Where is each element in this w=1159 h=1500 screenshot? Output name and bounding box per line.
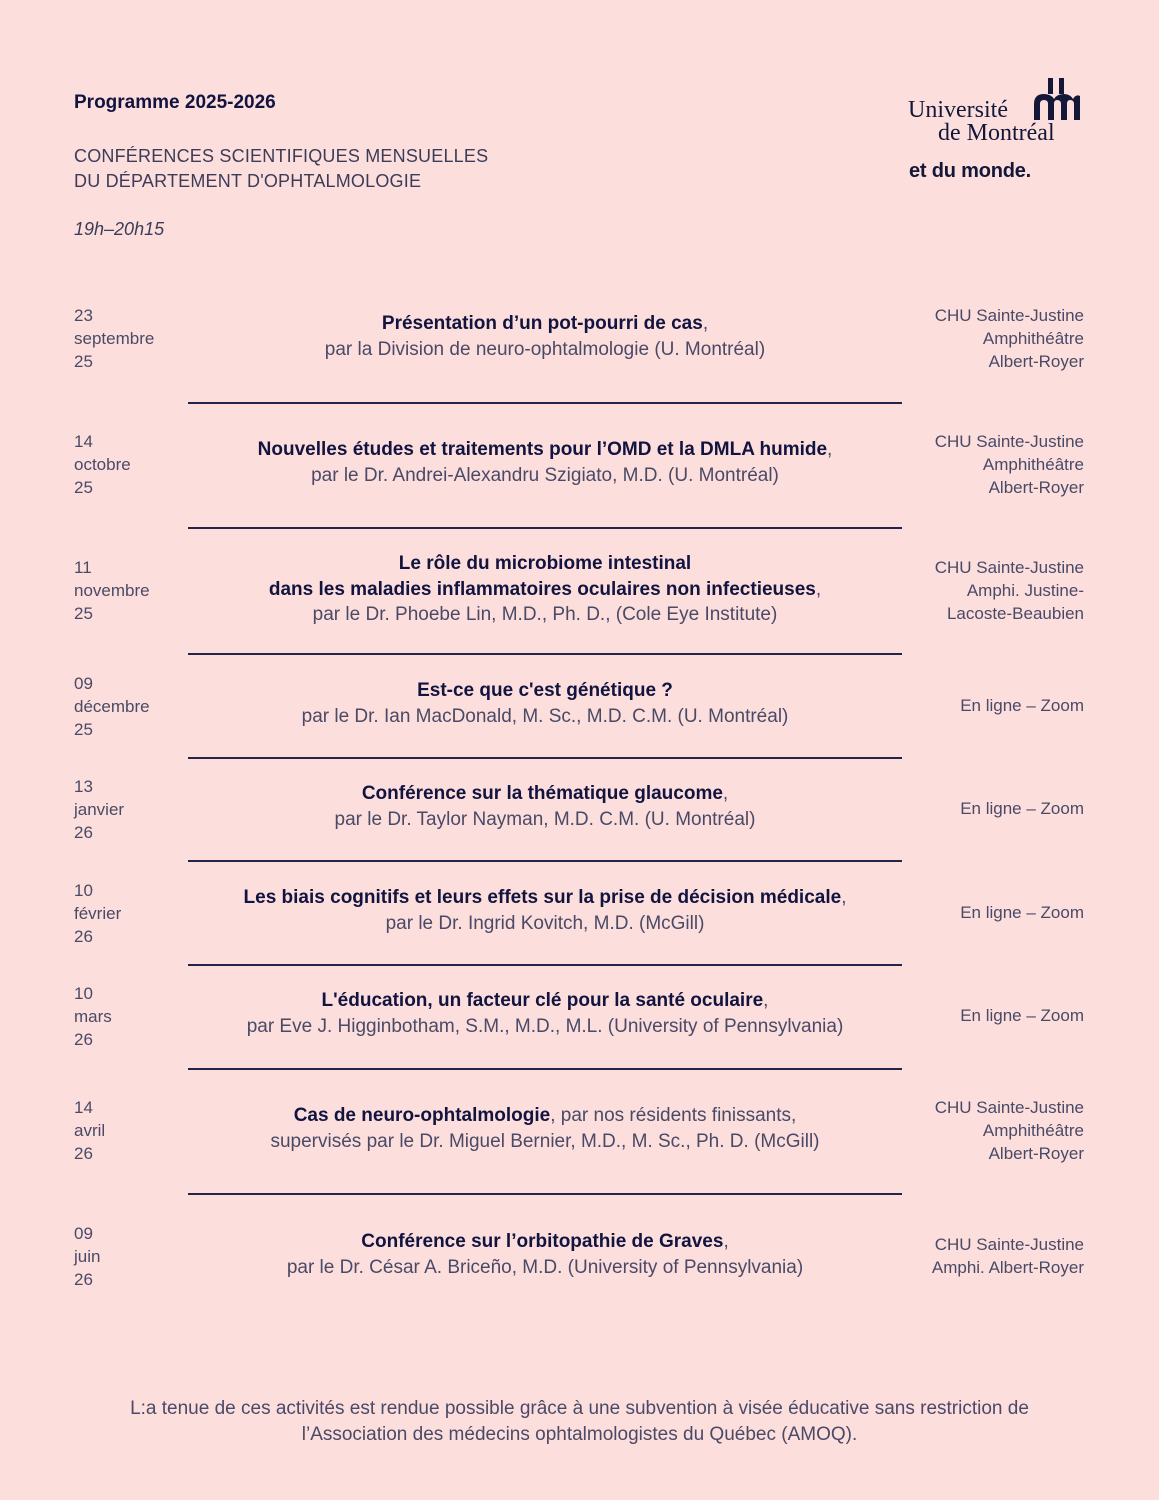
location-line: Amphithéâtre	[982, 329, 1084, 348]
divider	[188, 860, 902, 862]
event-location	[864, 1233, 1084, 1279]
event-speaker: par le Dr. Phoebe Lin, M.D., Ph. D., (Cole Eye Institute)	[312, 604, 778, 625]
event-date	[74, 775, 124, 844]
divider	[188, 757, 902, 759]
event-month: novembre	[74, 581, 150, 600]
event-month: septembre	[74, 329, 155, 348]
event-date	[74, 430, 131, 499]
sponsor-line-2: l’Association des médecins ophtalmologistes du Québec (AMOQ).	[301, 1424, 858, 1445]
location-line: Amphi. Justine-	[966, 581, 1084, 600]
event-title-suffix: ,	[723, 1231, 729, 1252]
location-line: En ligne – Zoom	[960, 903, 1084, 922]
event-title: Présentation d’un pot-pourri de cas	[381, 313, 703, 334]
location-line: Amphithéâtre	[982, 1121, 1084, 1140]
event-date	[74, 982, 112, 1051]
event-day: 11	[74, 558, 92, 577]
event-month: octobre	[74, 455, 131, 474]
event-month: juin	[74, 1247, 101, 1266]
event-month: décembre	[74, 697, 150, 716]
sponsor-line-1: L:a tenue de ces activités est rendue possible grâce à une subvention à visée éducative sans restriction de	[130, 1398, 1029, 1419]
event-day: 23	[74, 306, 93, 325]
event-month: janvier	[74, 800, 125, 819]
event-date	[74, 1222, 100, 1291]
logo-line-1: Université	[908, 97, 1008, 123]
event-title-suffix: ,	[702, 313, 709, 334]
event-year: 25	[74, 478, 93, 497]
event-day: 13	[74, 777, 93, 796]
event-description	[188, 1103, 902, 1154]
location-line: CHU Sainte-Justine	[934, 306, 1084, 325]
event-day: 09	[74, 674, 93, 693]
program-subtitle	[74, 144, 674, 194]
location-line: Albert-Royer	[988, 352, 1084, 371]
event-location	[864, 304, 1084, 373]
location-line: CHU Sainte-Justine	[934, 1235, 1084, 1254]
event-year: 25	[74, 720, 93, 739]
event-date	[74, 879, 121, 948]
event-location	[864, 694, 1084, 717]
event-date	[74, 556, 150, 625]
event-year: 26	[74, 1030, 93, 1049]
udem-mark-icon	[1034, 78, 1080, 120]
program-header	[74, 92, 674, 240]
subtitle-line-1: CONFÉRENCES SCIENTIFIQUES MENSUELLES	[74, 146, 489, 166]
event-title: L'éducation, un facteur clé pour la santé oculaire	[321, 990, 764, 1011]
event-title-suffix: ,	[722, 783, 729, 804]
divider	[188, 653, 902, 655]
location-line: En ligne – Zoom	[960, 799, 1084, 818]
sponsor-note	[60, 1396, 1099, 1448]
event-day: 14	[74, 432, 93, 451]
event-title: Conférence sur l’orbitopathie de Graves	[361, 1231, 724, 1252]
logo-tagline: et du monde.	[909, 160, 1032, 182]
event-location	[864, 901, 1084, 924]
location-line: En ligne – Zoom	[960, 696, 1084, 715]
subtitle-line-2: DU DÉPARTEMENT D'OPHTALMOLOGIE	[74, 171, 422, 191]
event-speaker: par le Dr. Ingrid Kovitch, M.D. (McGill)	[385, 912, 705, 934]
event-day: 10	[74, 984, 93, 1003]
session-time: 19h–20h15	[74, 219, 165, 239]
event-title-suffix: , par nos résidents finissants,	[550, 1105, 797, 1126]
event-title: Est-ce que c'est génétique ?	[417, 680, 673, 701]
event-title: Nouvelles études et traitements pour l’OMD et la DMLA humide	[257, 439, 828, 460]
event-title: Le rôle du microbiome intestinal	[398, 553, 692, 574]
event-month: février	[74, 904, 122, 923]
program-title: Programme 2025-2026	[74, 92, 276, 113]
event-description	[188, 437, 902, 488]
divider	[188, 964, 902, 966]
event-year: 26	[74, 1144, 93, 1163]
event-date	[74, 1096, 105, 1165]
location-line: En ligne – Zoom	[960, 1006, 1084, 1025]
event-speaker: par le Dr. César A. Briceño, M.D. (University of Pennsylvania)	[286, 1256, 804, 1278]
event-date	[74, 672, 150, 741]
logo-line-2: de Montréal	[938, 120, 1055, 146]
event-speaker: par le Dr. Taylor Nayman, M.D. C.M. (U. Montréal)	[334, 808, 756, 830]
udem-logo	[908, 76, 1088, 186]
divider	[188, 527, 902, 529]
event-day: 10	[74, 881, 93, 900]
event-description	[188, 551, 902, 628]
location-line: Albert-Royer	[988, 1144, 1084, 1163]
location-line: Amphi. Albert-Royer	[931, 1258, 1084, 1277]
event-speaker: par le Dr. Andrei-Alexandru Szigiato, M.D. (U. Montréal)	[311, 464, 779, 486]
event-description	[188, 988, 902, 1039]
location-line: Lacoste-Beaubien	[946, 604, 1084, 623]
event-location	[864, 430, 1084, 499]
event-month: mars	[74, 1007, 112, 1026]
event-speaker: par Eve J. Higginbotham, S.M., M.D., M.L. (University of Pennsylvania)	[246, 1015, 844, 1037]
event-title-suffix: ,	[815, 578, 822, 600]
event-title-suffix: ,	[841, 887, 847, 908]
event-year: 25	[74, 604, 93, 623]
event-title-suffix: ,	[827, 439, 833, 460]
event-location	[864, 1004, 1084, 1027]
event-year: 26	[74, 823, 93, 842]
event-title-line-2: dans les maladies inflammatoires oculaires non infectieuses	[268, 578, 816, 600]
event-year: 26	[74, 927, 93, 946]
event-description	[188, 781, 902, 832]
divider	[188, 1193, 902, 1195]
event-day: 14	[74, 1098, 93, 1117]
location-line: CHU Sainte-Justine	[934, 432, 1084, 451]
event-title-suffix: ,	[763, 990, 769, 1011]
event-location	[864, 797, 1084, 820]
event-speaker: supervisés par le Dr. Miguel Bernier, M.D., M. Sc., Ph. D. (McGill)	[270, 1130, 820, 1152]
event-speaker: par le Dr. Ian MacDonald, M. Sc., M.D. C.M. (U. Montréal)	[301, 705, 789, 727]
divider	[188, 402, 902, 404]
location-line: CHU Sainte-Justine	[934, 1098, 1084, 1117]
event-year: 26	[74, 1270, 93, 1289]
event-location	[864, 1096, 1084, 1165]
event-title: Cas de neuro-ophtalmologie	[293, 1105, 551, 1126]
event-title: Les biais cognitifs et leurs effets sur la prise de décision médicale	[243, 887, 842, 908]
location-line: CHU Sainte-Justine	[934, 558, 1084, 577]
event-date	[74, 304, 154, 373]
event-year: 25	[74, 352, 93, 371]
event-description	[188, 1229, 902, 1280]
divider	[188, 1068, 902, 1070]
event-day: 09	[74, 1224, 93, 1243]
location-line: Albert-Royer	[988, 478, 1084, 497]
event-description	[188, 311, 902, 362]
event-speaker: par la Division de neuro-ophtalmologie (U. Montréal)	[324, 338, 766, 360]
event-description	[188, 885, 902, 936]
event-location	[864, 556, 1084, 625]
event-month: avril	[74, 1121, 106, 1140]
location-line: Amphithéâtre	[982, 455, 1084, 474]
event-description	[188, 678, 902, 729]
event-title: Conférence sur la thématique glaucome	[361, 783, 723, 804]
